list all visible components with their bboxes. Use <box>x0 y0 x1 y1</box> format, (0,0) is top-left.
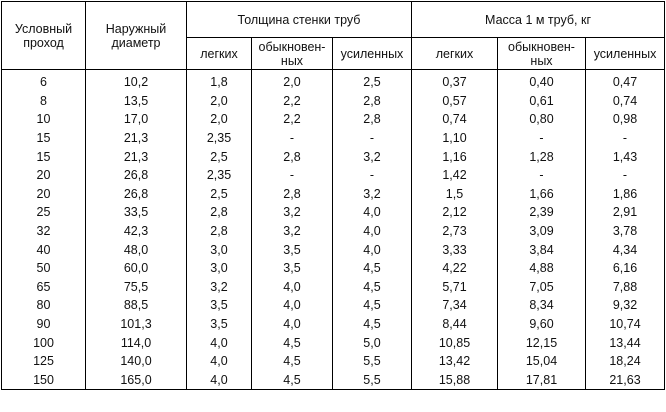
cell-wall-light: 3,5 <box>187 315 252 334</box>
cell-mass-ordinary: 1,28 <box>498 147 586 166</box>
cell-wall-ordinary: - <box>252 129 333 148</box>
cell-outer-diameter: 165,0 <box>86 371 187 390</box>
cell-outer-diameter: 48,0 <box>86 240 187 259</box>
cell-mass-reinforced: 0,47 <box>586 70 665 92</box>
cell-outer-diameter: 42,3 <box>86 222 187 241</box>
cell-wall-ordinary: 4,5 <box>252 371 333 390</box>
table-row <box>2 240 665 259</box>
cell-mass-light: 0,37 <box>412 70 498 92</box>
cell-wall-ordinary: - <box>252 166 333 185</box>
header-nominal-bore: Условный проход <box>2 2 86 70</box>
cell-wall-ordinary: 4,0 <box>252 315 333 334</box>
cell-mass-light: 13,42 <box>412 352 498 371</box>
cell-nominal-bore: 50 <box>2 259 86 278</box>
cell-wall-light: 2,8 <box>187 203 252 222</box>
cell-mass-light: 7,34 <box>412 296 498 315</box>
cell-mass-ordinary: 15,04 <box>498 352 586 371</box>
cell-nominal-bore: 65 <box>2 278 86 297</box>
cell-outer-diameter: 26,8 <box>86 185 187 204</box>
cell-mass-ordinary: 1,66 <box>498 185 586 204</box>
header-mass-light: легких <box>412 38 498 70</box>
cell-mass-light: 5,71 <box>412 278 498 297</box>
cell-mass-light: 0,74 <box>412 110 498 129</box>
cell-wall-light: 3,0 <box>187 240 252 259</box>
cell-mass-reinforced: 2,91 <box>586 203 665 222</box>
cell-mass-ordinary: 7,05 <box>498 278 586 297</box>
cell-mass-ordinary: 12,15 <box>498 333 586 352</box>
table-row <box>2 371 665 390</box>
cell-outer-diameter: 88,5 <box>86 296 187 315</box>
cell-wall-ordinary: 3,5 <box>252 259 333 278</box>
cell-outer-diameter: 26,8 <box>86 166 187 185</box>
cell-wall-reinforced: 3,2 <box>333 185 412 204</box>
cell-wall-ordinary: 3,5 <box>252 240 333 259</box>
cell-wall-ordinary: 3,2 <box>252 203 333 222</box>
cell-mass-light: 15,88 <box>412 371 498 390</box>
header-wall-light: легких <box>187 38 252 70</box>
header-mass-reinforced: усиленных <box>586 38 665 70</box>
table-row <box>2 278 665 297</box>
table-row <box>2 315 665 334</box>
cell-wall-light: 3,5 <box>187 296 252 315</box>
table-row <box>2 352 665 371</box>
cell-mass-reinforced: 13,44 <box>586 333 665 352</box>
cell-outer-diameter: 101,3 <box>86 315 187 334</box>
cell-mass-ordinary: 0,40 <box>498 70 586 92</box>
cell-wall-light: 2,35 <box>187 166 252 185</box>
cell-nominal-bore: 100 <box>2 333 86 352</box>
cell-mass-light: 1,5 <box>412 185 498 204</box>
cell-wall-ordinary: 2,0 <box>252 70 333 92</box>
header-wall-reinforced: усиленных <box>333 38 412 70</box>
cell-nominal-bore: 40 <box>2 240 86 259</box>
cell-wall-reinforced: 2,5 <box>333 70 412 92</box>
cell-wall-ordinary: 4,0 <box>252 278 333 297</box>
cell-wall-reinforced: 4,5 <box>333 315 412 334</box>
cell-wall-ordinary: 2,2 <box>252 92 333 111</box>
cell-mass-ordinary: - <box>498 129 586 148</box>
cell-wall-reinforced: - <box>333 129 412 148</box>
header-mass-ordinary: обыкновен-ных <box>498 38 586 70</box>
table-body <box>2 70 665 390</box>
cell-outer-diameter: 21,3 <box>86 129 187 148</box>
table-row <box>2 110 665 129</box>
cell-wall-reinforced: 4,5 <box>333 278 412 297</box>
cell-mass-reinforced: 1,86 <box>586 185 665 204</box>
cell-wall-light: 2,5 <box>187 147 252 166</box>
cell-mass-reinforced: 4,34 <box>586 240 665 259</box>
cell-mass-ordinary: 3,09 <box>498 222 586 241</box>
header-wall-ordinary: обыкновен-ных <box>252 38 333 70</box>
cell-wall-reinforced: 4,0 <box>333 240 412 259</box>
cell-wall-light: 4,0 <box>187 333 252 352</box>
cell-nominal-bore: 6 <box>2 70 86 92</box>
cell-nominal-bore: 8 <box>2 92 86 111</box>
cell-wall-light: 4,0 <box>187 371 252 390</box>
cell-mass-ordinary: 8,34 <box>498 296 586 315</box>
table-row <box>2 203 665 222</box>
cell-wall-ordinary: 2,8 <box>252 185 333 204</box>
cell-mass-reinforced: 7,88 <box>586 278 665 297</box>
cell-outer-diameter: 21,3 <box>86 147 187 166</box>
cell-nominal-bore: 15 <box>2 147 86 166</box>
table-row <box>2 92 665 111</box>
cell-mass-reinforced: - <box>586 166 665 185</box>
cell-mass-reinforced: 0,98 <box>586 110 665 129</box>
cell-mass-light: 8,44 <box>412 315 498 334</box>
cell-wall-light: 2,8 <box>187 222 252 241</box>
cell-mass-light: 4,22 <box>412 259 498 278</box>
table-row <box>2 222 665 241</box>
header-outer-diameter: Наружный диаметр <box>86 2 187 70</box>
cell-wall-reinforced: 4,0 <box>333 203 412 222</box>
cell-nominal-bore: 150 <box>2 371 86 390</box>
cell-wall-light: 2,5 <box>187 185 252 204</box>
cell-wall-reinforced: 5,0 <box>333 333 412 352</box>
cell-outer-diameter: 114,0 <box>86 333 187 352</box>
cell-wall-light: 3,0 <box>187 259 252 278</box>
cell-mass-ordinary: 2,39 <box>498 203 586 222</box>
cell-mass-reinforced: 18,24 <box>586 352 665 371</box>
cell-mass-ordinary: 0,61 <box>498 92 586 111</box>
cell-wall-reinforced: 2,8 <box>333 110 412 129</box>
cell-mass-light: 10,85 <box>412 333 498 352</box>
cell-wall-light: 1,8 <box>187 70 252 92</box>
table-row <box>2 166 665 185</box>
cell-mass-reinforced: 10,74 <box>586 315 665 334</box>
cell-outer-diameter: 10,2 <box>86 70 187 92</box>
cell-mass-ordinary: 4,88 <box>498 259 586 278</box>
cell-nominal-bore: 25 <box>2 203 86 222</box>
cell-wall-reinforced: 3,2 <box>333 147 412 166</box>
table-row <box>2 147 665 166</box>
cell-mass-light: 1,16 <box>412 147 498 166</box>
cell-wall-light: 2,0 <box>187 92 252 111</box>
cell-mass-light: 2,12 <box>412 203 498 222</box>
cell-wall-ordinary: 4,0 <box>252 296 333 315</box>
cell-wall-reinforced: 4,0 <box>333 222 412 241</box>
cell-mass-reinforced: 0,74 <box>586 92 665 111</box>
cell-wall-reinforced: 4,5 <box>333 259 412 278</box>
cell-wall-reinforced: 4,5 <box>333 296 412 315</box>
cell-nominal-bore: 10 <box>2 110 86 129</box>
cell-nominal-bore: 15 <box>2 129 86 148</box>
cell-mass-ordinary: 3,84 <box>498 240 586 259</box>
cell-wall-light: 2,35 <box>187 129 252 148</box>
table-row <box>2 185 665 204</box>
cell-mass-light: 0,57 <box>412 92 498 111</box>
cell-nominal-bore: 20 <box>2 185 86 204</box>
cell-mass-reinforced: 21,63 <box>586 371 665 390</box>
cell-outer-diameter: 33,5 <box>86 203 187 222</box>
cell-wall-light: 4,0 <box>187 352 252 371</box>
cell-mass-light: 1,42 <box>412 166 498 185</box>
table-row <box>2 129 665 148</box>
cell-wall-ordinary: 4,5 <box>252 333 333 352</box>
header-mass-per-meter: Масса 1 м труб, кг <box>412 2 665 38</box>
table-row <box>2 259 665 278</box>
pipe-dimensions-table <box>1 1 665 390</box>
header-wall-thickness: Толщина стенки труб <box>187 2 412 38</box>
cell-nominal-bore: 32 <box>2 222 86 241</box>
cell-mass-ordinary: - <box>498 166 586 185</box>
cell-mass-light: 1,10 <box>412 129 498 148</box>
cell-wall-ordinary: 2,2 <box>252 110 333 129</box>
cell-nominal-bore: 90 <box>2 315 86 334</box>
cell-outer-diameter: 60,0 <box>86 259 187 278</box>
cell-wall-reinforced: 5,5 <box>333 352 412 371</box>
cell-wall-ordinary: 2,8 <box>252 147 333 166</box>
cell-wall-light: 3,2 <box>187 278 252 297</box>
cell-wall-reinforced: - <box>333 166 412 185</box>
cell-mass-ordinary: 9,60 <box>498 315 586 334</box>
cell-nominal-bore: 20 <box>2 166 86 185</box>
cell-nominal-bore: 125 <box>2 352 86 371</box>
cell-outer-diameter: 13,5 <box>86 92 187 111</box>
cell-mass-reinforced: 9,32 <box>586 296 665 315</box>
cell-wall-reinforced: 5,5 <box>333 371 412 390</box>
cell-mass-reinforced: 6,16 <box>586 259 665 278</box>
table-row <box>2 70 665 92</box>
cell-mass-reinforced: 1,43 <box>586 147 665 166</box>
table-row <box>2 333 665 352</box>
cell-mass-light: 3,33 <box>412 240 498 259</box>
cell-wall-light: 2,0 <box>187 110 252 129</box>
cell-wall-reinforced: 2,8 <box>333 92 412 111</box>
cell-mass-reinforced: - <box>586 129 665 148</box>
cell-outer-diameter: 17,0 <box>86 110 187 129</box>
cell-mass-reinforced: 3,78 <box>586 222 665 241</box>
cell-outer-diameter: 140,0 <box>86 352 187 371</box>
cell-wall-ordinary: 4,5 <box>252 352 333 371</box>
cell-nominal-bore: 80 <box>2 296 86 315</box>
cell-mass-ordinary: 17,81 <box>498 371 586 390</box>
cell-mass-ordinary: 0,80 <box>498 110 586 129</box>
table-row <box>2 296 665 315</box>
cell-mass-light: 2,73 <box>412 222 498 241</box>
cell-outer-diameter: 75,5 <box>86 278 187 297</box>
cell-wall-ordinary: 3,2 <box>252 222 333 241</box>
